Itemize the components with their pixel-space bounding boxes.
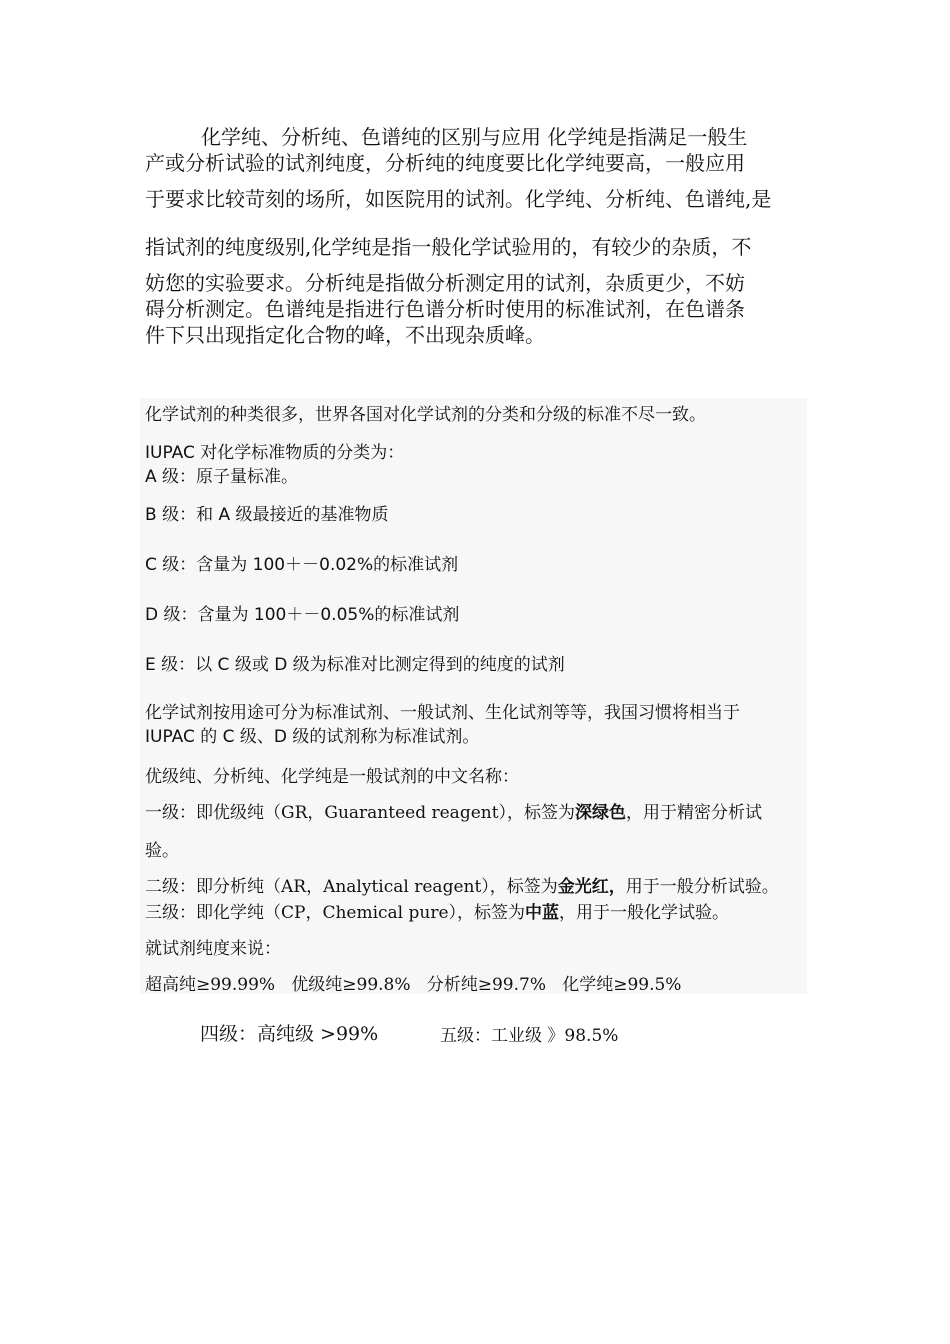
purity-heading: 就试剂纯度来说： (145, 939, 281, 959)
level-five: 五级：工业级 》98.5% (440, 1026, 619, 1046)
grades-heading: 优级纯、分析纯、化学纯是一般试剂的中文名称： (145, 767, 519, 787)
grade-one-text-end: ，用于精密分析试 (626, 803, 763, 823)
grade-two-text-end: 用于一般分析试验。 (625, 877, 779, 897)
usage-line: 化学试剂按用途可分为标准试剂、一般试剂、生化试剂等等，我国习惯将相当于 (145, 703, 740, 723)
grade-two (145, 872, 779, 897)
level-four: 四级：高纯级 >99% (200, 1023, 379, 1045)
usage-line: IUPAC 的 C 级、D 级的试剂称为标准试剂。 (145, 727, 480, 747)
grade-one (145, 798, 762, 823)
grade-three-label-color: 中蓝 (525, 903, 560, 923)
purity-values: 超高纯≥99.99% 优级纯≥99.8% 分析纯≥99.7% 化学纯≥99.5% (145, 975, 682, 995)
intro-line: 指试剂的纯度级别,化学纯是指一般化学试验用的，有较少的杂质，不 (145, 235, 752, 259)
intro-line: 碍分析测定。色谱纯是指进行色谱分析时使用的标准试剂，在色谱条 (145, 297, 745, 321)
level-e: E 级：以 C 级或 D 级为标准对比测定得到的纯度的试剂 (145, 655, 565, 675)
intro-line: 产或分析试验的试剂纯度，分析纯的纯度要比化学纯要高，一般应用 (145, 151, 745, 175)
grade-three-text-end: ，用于一般化学试验。 (559, 903, 730, 923)
intro-line: 件下只出现指定化合物的峰，不出现杂质峰。 (145, 323, 545, 347)
grade-three (145, 898, 729, 923)
grade-one-text: 一级：即优级纯（GR，Guaranteed reagent），标签为 (145, 803, 576, 823)
intro-line: 化学纯、分析纯、色谱纯的区别与应用 化学纯是指满足一般生 (201, 125, 748, 149)
grade-one-continued: 验。 (145, 841, 179, 861)
iupac-heading: IUPAC 对化学标准物质的分类为： (145, 443, 405, 463)
classification-intro: 化学试剂的种类很多，世界各国对化学试剂的分类和分级的标准不尽一致。 (145, 405, 706, 425)
level-d: D 级：含量为 100＋－0.05%的标准试剂 (145, 605, 460, 625)
grade-one-label-color: 深绿色 (575, 803, 627, 823)
intro-line: 妨您的实验要求。分析纯是指做分析测定用的试剂，杂质更少，不妨 (145, 271, 745, 295)
level-b: B 级：和 A 级最接近的基准物质 (145, 505, 389, 525)
intro-line: 于要求比较苛刻的场所，如医院用的试剂。化学纯、分析纯、色谱纯,是 (145, 187, 772, 211)
level-c: C 级：含量为 100＋－0.02%的标准试剂 (145, 555, 459, 575)
grade-two-text: 二级：即分析纯（AR，Analytical reagent），标签为 (145, 877, 558, 897)
grade-three-text: 三级：即化学纯（CP，Chemical pure），标签为 (145, 903, 526, 923)
level-a: A 级：原子量标准。 (145, 467, 299, 487)
grade-two-label-color: 金光红， (557, 877, 626, 897)
